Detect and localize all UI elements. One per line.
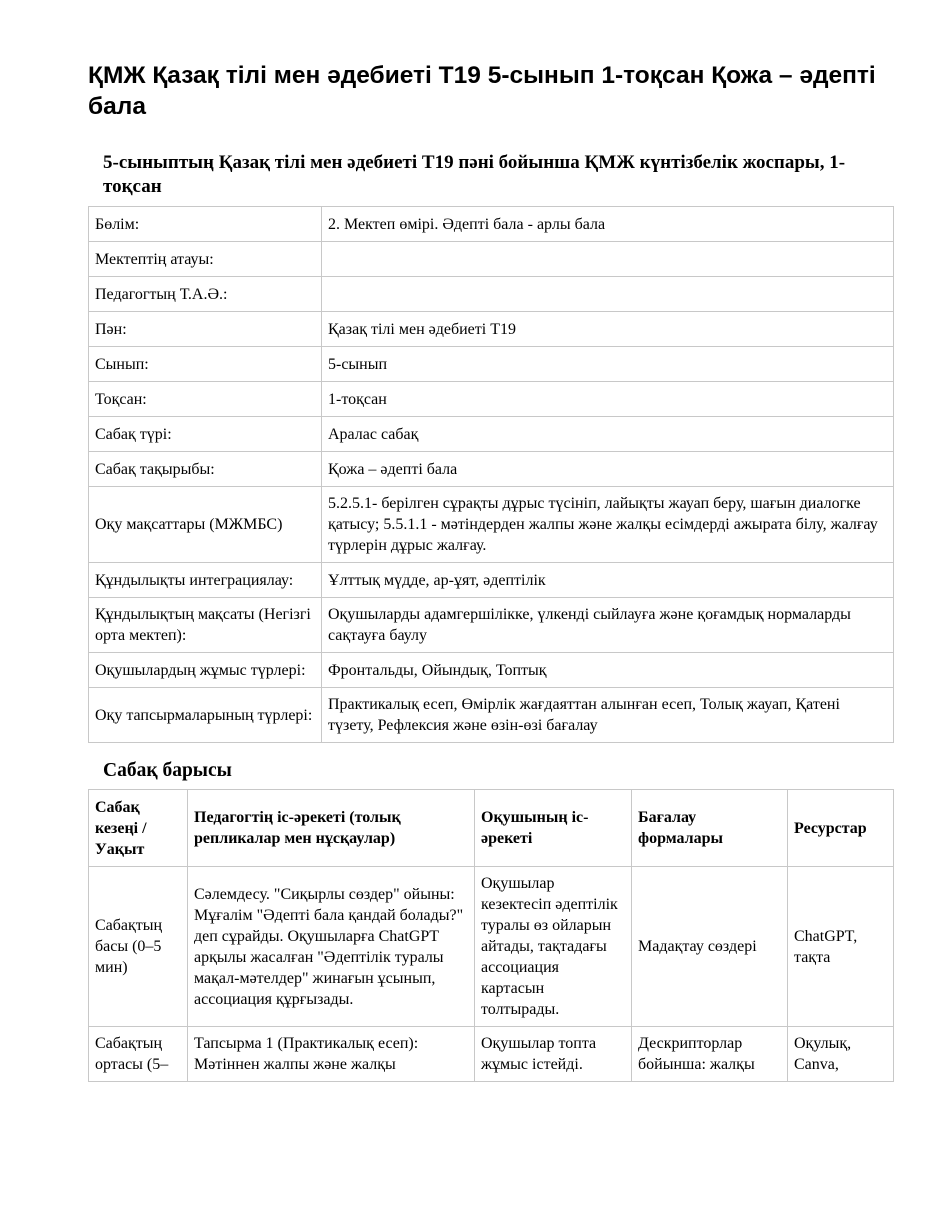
document-page [88, 60, 893, 1082]
info-row [89, 653, 894, 688]
info-row [89, 598, 894, 653]
info-label: Оқу тапсырмаларының түрлері: [89, 688, 322, 743]
info-value: 1-тоқсан [322, 382, 894, 417]
info-row [89, 242, 894, 277]
lesson-cell-stage: Сабақтың ортасы (5– [89, 1027, 188, 1082]
info-row [89, 207, 894, 242]
lesson-cell-student: Оқушылар топта жұмыс істейді. [475, 1027, 632, 1082]
lesson-row [89, 867, 894, 1027]
lesson-header-row [89, 790, 894, 867]
info-value: 5-сынып [322, 347, 894, 382]
info-row [89, 382, 894, 417]
lesson-cell-stage: Сабақтың басы (0–5 мин) [89, 867, 188, 1027]
info-value: Қожа – әдепті бала [322, 452, 894, 487]
info-label: Құндылықтың мақсаты (Негізгі орта мектеп): [89, 598, 322, 653]
lesson-info-table [88, 206, 894, 743]
info-label: Оқу мақсаттары (МЖМБС) [89, 487, 322, 563]
lesson-cell-assessment: Дескрипторлар бойынша: жалқы [632, 1027, 788, 1082]
info-value: Қазақ тілі мен әдебиеті Т19 [322, 312, 894, 347]
info-label: Тоқсан: [89, 382, 322, 417]
document-title: ҚМЖ Қазақ тілі мен әдебиеті Т19 5-сынып 1-тоқсан Қожа – әдепті бала [88, 62, 876, 120]
info-value: Аралас сабақ [322, 417, 894, 452]
info-value: Оқушыларды адамгершілікке, үлкенді сыйлауға және қоғамдық нормаларды сақтауға баулу [322, 598, 894, 653]
info-row [89, 688, 894, 743]
lesson-cell-resources: Оқулық, Canva, [788, 1027, 894, 1082]
info-value: Ұлттық мүдде, ар-ұят, әдептілік [322, 563, 894, 598]
info-value [322, 277, 894, 312]
info-row [89, 312, 894, 347]
info-row [89, 563, 894, 598]
info-label: Оқушылардың жұмыс түрлері: [89, 653, 322, 688]
info-label: Бөлім: [89, 207, 322, 242]
column-header-resources: Ресурстар [788, 790, 894, 867]
column-header-student: Оқушының іс-әрекеті [475, 790, 632, 867]
info-value: Практикалық есеп, Өмірлік жағдаяттан алынған есеп, Толық жауап, Қатені түзету, Рефлексия және өзін-өзі бағалау [322, 688, 894, 743]
info-label: Сынып: [89, 347, 322, 382]
info-row [89, 487, 894, 563]
info-label: Пән: [89, 312, 322, 347]
info-label: Мектептің атауы: [89, 242, 322, 277]
lesson-flow-table [88, 789, 894, 1082]
info-label: Құндылықты интеграциялау: [89, 563, 322, 598]
info-label: Педагогтың Т.А.Ә.: [89, 277, 322, 312]
lesson-cell-assessment: Мадақтау сөздері [632, 867, 788, 1027]
column-header-stage: Сабақ кезеңі / Уақыт [89, 790, 188, 867]
info-value [322, 242, 894, 277]
info-row [89, 417, 894, 452]
info-label: Сабақ тақырыбы: [89, 452, 322, 487]
plan-subtitle: 5-сыныптың Қазақ тілі мен әдебиеті Т19 пәні бойынша ҚМЖ күнтізбелік жоспары, 1-тоқсан [103, 152, 846, 197]
lesson-cell-teacher: Тапсырма 1 (Практикалық есеп): Мәтіннен жалпы және жалқы [188, 1027, 475, 1082]
info-value: Фронтальды, Ойындық, Топтық [322, 653, 894, 688]
lesson-cell-teacher: Сәлемдесу. "Сиқырлы сөздер" ойыны: Мұғалім "Әдепті бала қандай болады?" деп сұрайды. Оқушыларға ChatGPT арқылы жасалған "Әдептілік туралы мақал-мәтелдер" жинағын ұсынып, ассоциация құрғызады. [188, 867, 475, 1027]
column-header-assessment: Бағалау формалары [632, 790, 788, 867]
lesson-flow-heading: Сабақ барысы [103, 760, 232, 781]
info-value: 2. Мектеп өмірі. Әдепті бала - арлы бала [322, 207, 894, 242]
column-header-teacher: Педагогтің іс-әрекеті (толық репликалар мен нұсқаулар) [188, 790, 475, 867]
lesson-row [89, 1027, 894, 1082]
lesson-cell-resources: ChatGPT, тақта [788, 867, 894, 1027]
lesson-cell-student: Оқушылар кезектесіп әдептілік туралы өз ойларын айтады, тақтадағы ассоциация картасын толтырады. [475, 867, 632, 1027]
info-row [89, 452, 894, 487]
info-row [89, 347, 894, 382]
info-label: Сабақ түрі: [89, 417, 322, 452]
info-value: 5.2.5.1- берілген сұрақты дұрыс түсініп, лайықты жауап беру, шағын диалогке қатысу; 5.5.1.1 - мәтіндерден жалпы және жалқы есімдерді ажырата білу, жалғау түрлерін дұрыс жалғау. [322, 487, 894, 563]
info-row [89, 277, 894, 312]
